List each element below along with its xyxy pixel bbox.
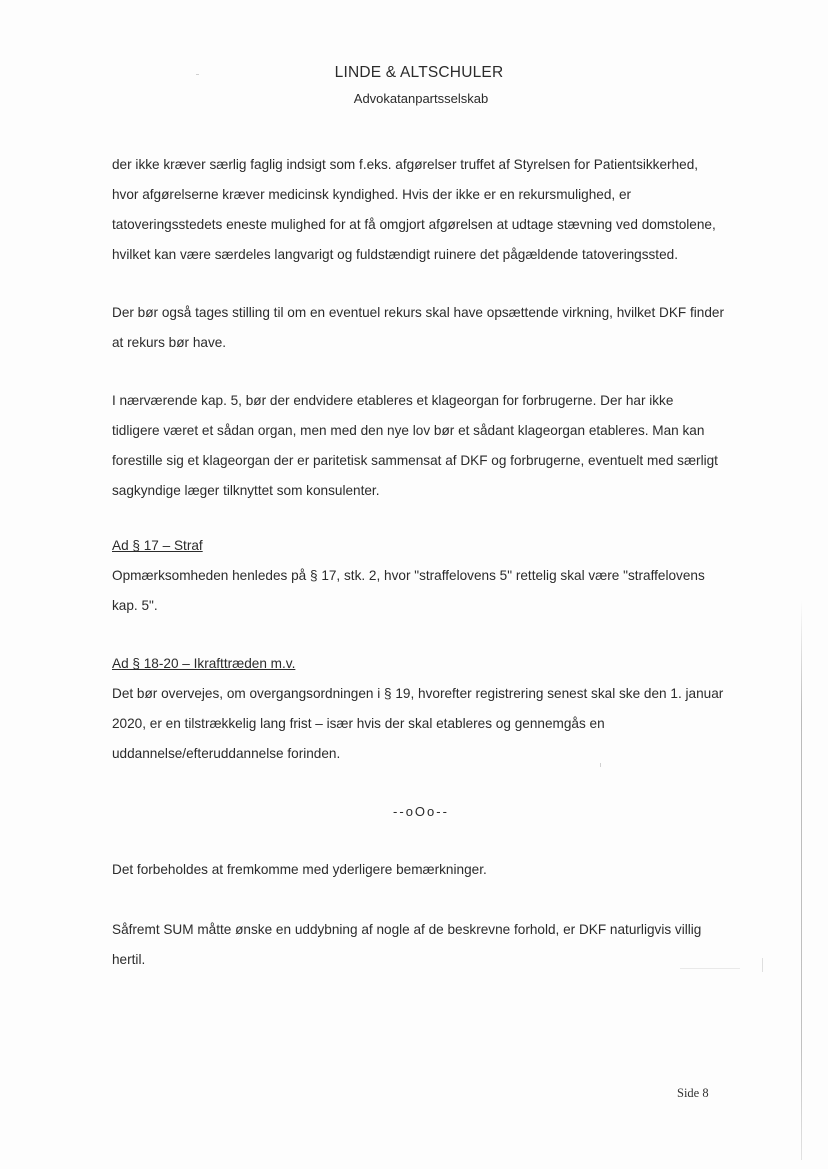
section-ikrafttraeden — [112, 649, 724, 769]
scan-edge-line — [801, 600, 802, 1160]
section-divider: --oOo-- — [393, 804, 449, 819]
section-heading: Ad § 18-20 – Ikrafttræden m.v. — [112, 656, 296, 671]
scan-speck — [196, 74, 199, 75]
closing-offer — [112, 915, 724, 975]
section-straf — [112, 531, 724, 621]
paragraph-opsaettende-virkning — [112, 298, 724, 358]
scan-speck — [600, 763, 601, 767]
body-paragraph: I nærværende kap. 5, bør der endvidere etableres et klageorgan for forbrugerne. Der har ikke tidligere været et sådan organ, men med den nye lov bør et sådant klageorgan etableres. Man kan forestille sig et klageorgan der er paritetisk sammensat af DKF og forbrugerne, eventuelt med særligt sagkyndige læger tilknyttet som konsulenter. — [112, 393, 718, 498]
scan-speck — [762, 958, 763, 972]
scan-speck — [680, 968, 740, 969]
body-paragraph: Der bør også tages stilling til om en eventuel rekurs skal have opsættende virkning, hvilket DKF finder at rekurs bør have. — [112, 305, 725, 350]
firm-name: LINDE & ALTSCHULER — [334, 64, 504, 81]
page-number: Side 8 — [677, 1086, 709, 1100]
body-paragraph: Det forbeholdes at fremkomme med yderligere bemærkninger. — [112, 862, 487, 877]
section-text: Opmærksomheden henledes på § 17, stk. 2, hvor "straffelovens 5" rettelig skal være "straffelovens kap. 5". — [112, 568, 705, 613]
paragraph-klageorgan — [112, 386, 724, 506]
paragraph-rekurs-intro — [112, 150, 724, 270]
closing-remark — [112, 855, 724, 885]
body-paragraph: Såfremt SUM måtte ønske en uddybning af nogle af de beskrevne forhold, er DKF naturligvis villig hertil. — [112, 922, 702, 967]
body-paragraph: der ikke kræver særlig faglig indsigt som f.eks. afgørelser truffet af Styrelsen for Patientsikkerhed, hvor afgørelserne kræver medicinsk kyndighed. Hvis der ikke er en rekursmulighed, er tatoveringsstedets eneste mulighed for at få omgjort afgørelsen at udtage stævning ved domstolene, hvilket kan være særdeles langvarigt og fuldstændigt ruinere det pågældende tatoveringssted. — [112, 157, 716, 262]
section-heading: Ad § 17 – Straf — [112, 538, 203, 553]
firm-subtitle: Advokatanpartsselskab — [353, 91, 489, 106]
section-text: Det bør overvejes, om overgangsordningen i § 19, hvorefter registrering senest skal ske den 1. januar 2020, er en tilstrækkelig lang frist – især hvis der skal etableres og gennemgås en uddannelse/efteruddannelse forinden. — [112, 686, 724, 761]
